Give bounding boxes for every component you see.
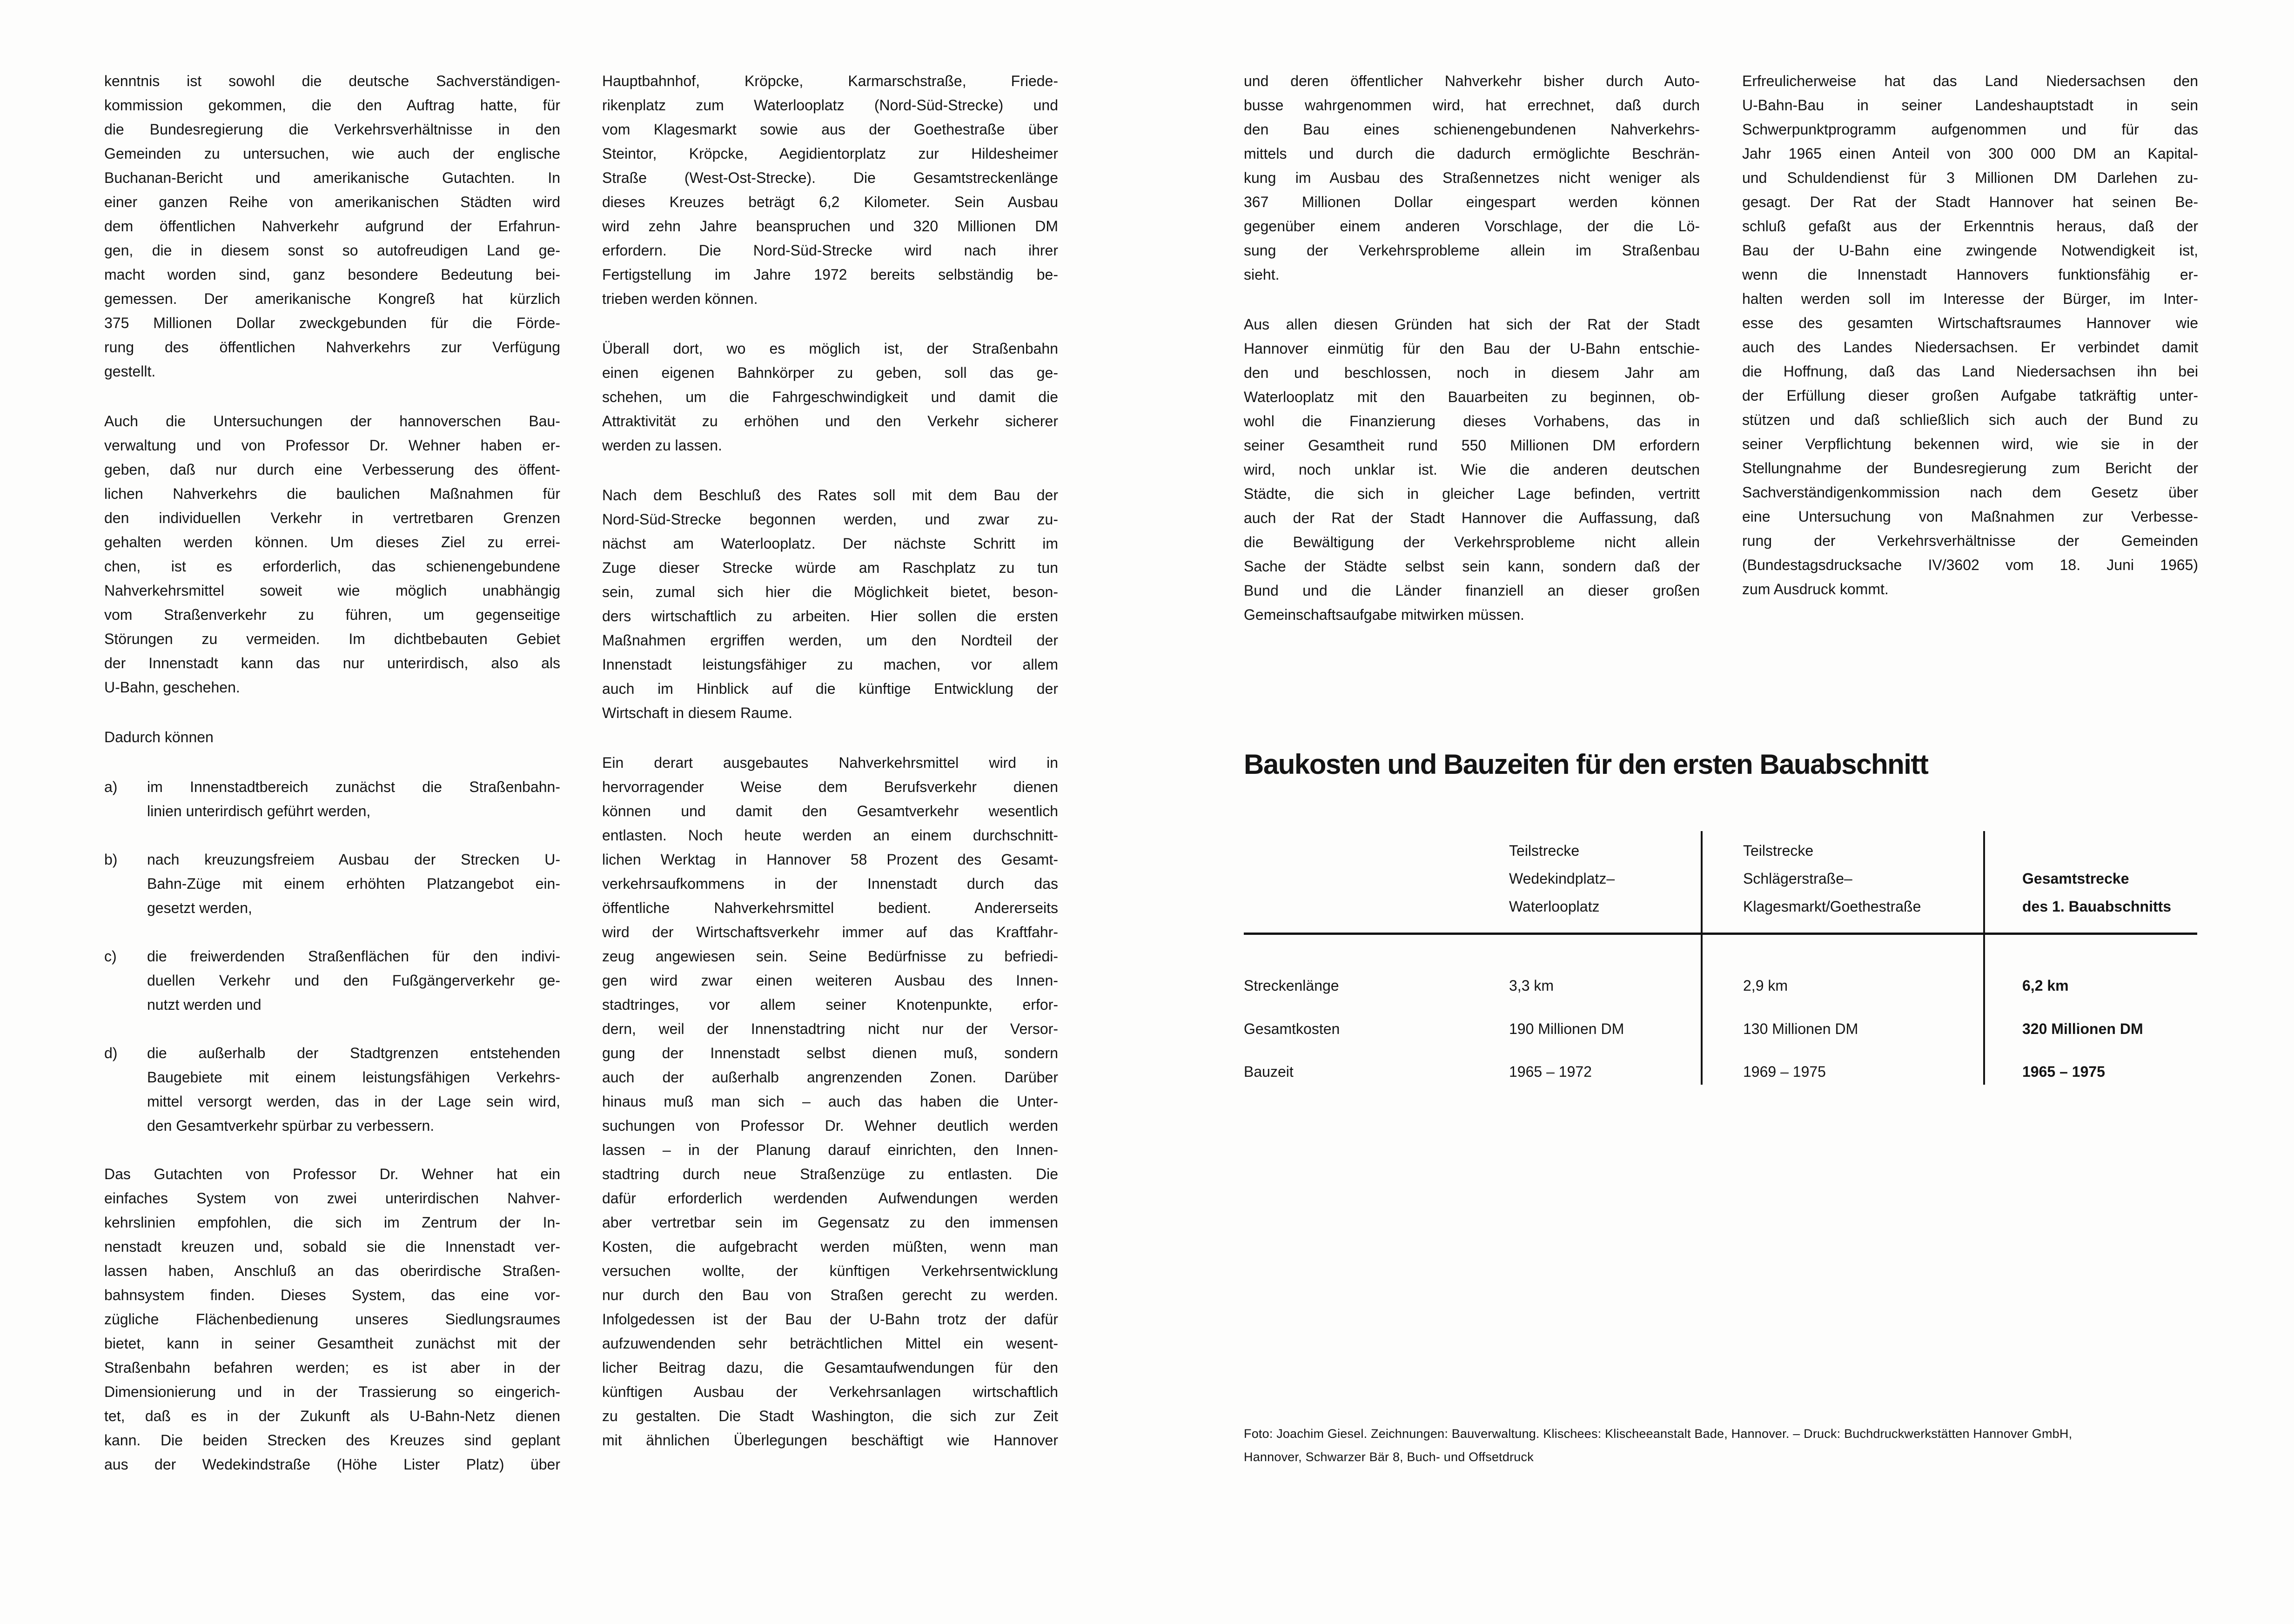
list-item <box>104 775 560 823</box>
text-line: öffentliche Nahverkehrsmittel bedient. Andererseits <box>602 899 1058 916</box>
text-line: im Innenstadtbereich zunächst die Straßenbahn- <box>147 778 560 795</box>
text-line: rikenplatz zum Waterlooplatz (Nord-Süd-Strecke) und <box>602 97 1058 114</box>
text-line: kann. Die beiden Strecken des Kreuzes sind geplant <box>104 1432 560 1449</box>
text-line: U-Bahn-Bau in seiner Landeshauptstadt in sein <box>1742 97 2198 114</box>
table-divider-1 <box>1701 831 1703 1085</box>
credits-line: Foto: Joachim Giesel. Zeichnungen: Bauverwaltung. Klischees: Klischeeanstalt Bade, Hannover. – Druck: Buchdruckwerkstätten Hannover GmbH, <box>1244 1427 2073 1441</box>
text-line: busse wahrgenommen wird, hat errechnet, daß durch <box>1244 97 1700 114</box>
text-line: gemessen. Der amerikanische Kongreß hat kürzlich <box>104 290 560 307</box>
text-line: aufzuwendenden sehr beträchtlichen Mittel ein wesent- <box>602 1335 1058 1352</box>
list-item-text <box>147 1041 560 1138</box>
paragraph <box>602 69 1058 311</box>
paragraph <box>602 336 1058 457</box>
table-cell: 3,3 km <box>1509 977 1554 994</box>
text-line: Ein derart ausgebautes Nahverkehrsmittel wird in <box>602 754 1058 771</box>
text-line: zeug angewiesen sein. Seine Bedürfnisse zu befriedi- <box>602 948 1058 965</box>
text-line: Städte, die sich in gleicher Lage befinden, vertritt <box>1244 485 1700 502</box>
text-line: auch im Hinblick auf die künftige Entwicklung der <box>602 680 1058 697</box>
table-cell: 2,9 km <box>1743 977 1788 994</box>
text-line: tet, daß es in der Zukunft als U-Bahn-Netz dienen <box>104 1408 560 1424</box>
text-line: vom Klagesmarkt sowie aus der Goethestraße über <box>602 121 1058 138</box>
text-line: Auch die Untersuchungen der hannoverschen Bau- <box>104 413 560 429</box>
paragraph <box>104 1162 560 1476</box>
text-line: nächst am Waterlooplatz. Der nächste Schritt im <box>602 535 1058 552</box>
text-line: wohl die Finanzierung dieses Vorhabens, das in <box>1244 413 1700 429</box>
paragraph <box>1244 69 1700 287</box>
text-line: Dadurch können <box>104 729 214 745</box>
list-item-marker: d) <box>104 1045 118 1061</box>
table-row-label: Gesamtkosten <box>1244 1020 1340 1037</box>
table-header-line: Waterlooplatz <box>1509 898 1600 915</box>
table-header-rule <box>1244 933 2197 935</box>
table-cell-total: 1965 – 1975 <box>2022 1063 2105 1080</box>
text-line: dem öffentlichen Nahverkehr aufgrund der Erfahrun- <box>104 218 560 235</box>
text-line: den und beschlossen, noch in diesem Jahr am <box>1244 364 1700 381</box>
text-line: gesagt. Der Rat der Stadt Hannover hat seinen Be- <box>1742 194 2198 210</box>
text-line: stützen und daß schließlich sich auch der Bund zu <box>1742 411 2198 428</box>
text-line: Baugebiete mit einem leistungsfähigen Verkehrs- <box>147 1069 560 1086</box>
table-row-label: Bauzeit <box>1244 1063 1294 1080</box>
text-line: trieben werden können. <box>602 290 758 307</box>
paragraph <box>104 409 560 699</box>
text-line: dern, weil der Innenstadtring nicht nur der Versor- <box>602 1020 1058 1037</box>
text-line: kommission gekommen, die den Auftrag hatte, für <box>104 97 560 114</box>
list-item-text <box>147 847 560 920</box>
text-line: einfaches System von zwei unterirdischen Nahver- <box>104 1190 560 1207</box>
text-line: der Innenstadt kann das nur unterirdisch, also als <box>104 655 560 671</box>
text-line: nenstadt kreuzen und, sobald sie die Innenstadt ver- <box>104 1238 560 1255</box>
text-line: zügliche Flächenbedienung unseres Siedlungsraumes <box>104 1311 560 1328</box>
table-header-line: Wedekindplatz– <box>1509 870 1615 887</box>
text-line: Sache der Städte selbst sein kann, sondern daß der <box>1244 558 1700 575</box>
text-line: ders wirtschaftlich zu arbeiten. Hier sollen die ersten <box>602 608 1058 624</box>
text-line: lassen – in der Planung darauf einrichten, den Innen- <box>602 1141 1058 1158</box>
text-line: stadtringes, vor allem seiner Knotenpunkte, erfor- <box>602 996 1058 1013</box>
text-line: die außerhalb der Stadtgrenzen entstehenden <box>147 1045 560 1061</box>
text-line: wird der Wirtschaftsverkehr immer auf das Kraftfahr- <box>602 924 1058 940</box>
text-line: mittels und durch die dadurch ermöglichte Beschrän- <box>1244 145 1700 162</box>
text-line: verwaltung und von Professor Dr. Wehner haben er- <box>104 437 560 454</box>
text-line: Störungen zu vermeiden. Im dichtbebauten Gebiet <box>104 631 560 647</box>
table-header-line: Teilstrecke <box>1509 842 1580 859</box>
text-line: kenntnis ist sowohl die deutsche Sachverständigen- <box>104 73 560 89</box>
text-line: gesetzt werden, <box>147 899 252 916</box>
table-header-line: Gesamtstrecke <box>2022 870 2129 887</box>
text-line: Nahverkehrsmittel soweit wie möglich unabhängig <box>104 582 560 599</box>
text-line: Steintor, Kröpcke, Aegidientorplatz zur Hildesheimer <box>602 145 1058 162</box>
text-line: (Bundestagsdrucksache IV/3602 vom 18. Juni 1965) <box>1742 557 2198 573</box>
text-line: auch der Rat der Stadt Hannover die Auffassung, daß <box>1244 510 1700 526</box>
text-line: 367 Millionen Dollar eingespart werden können <box>1244 194 1700 210</box>
text-line: eine Untersuchung von Maßnahmen zur Verbesse- <box>1742 508 2198 525</box>
table-header-line: des 1. Bauabschnitts <box>2022 898 2172 915</box>
text-line: entlasten. Noch heute werden an einem durchschnitt- <box>602 827 1058 844</box>
text-line: gung der Innenstadt selbst dienen muß, sondern <box>602 1045 1058 1061</box>
text-line: den Gesamtverkehr spürbar zu verbessern. <box>147 1117 435 1134</box>
text-line: einen eigenen Bahnkörper zu geben, soll das ge- <box>602 364 1058 381</box>
text-line: nutzt werden und <box>147 996 262 1013</box>
text-line: esse des gesamten Wirtschaftsraumes Hannover wie <box>1742 315 2198 331</box>
text-line: halten werden soll im Interesse der Bürger, im Inter- <box>1742 290 2198 307</box>
text-line: erfordern. Die Nord-Süd-Strecke wird nach ihrer <box>602 242 1058 259</box>
text-line: Überall dort, wo es möglich ist, der Straßenbahn <box>602 340 1058 357</box>
text-line: gehalten werden können. Um dieses Ziel zu errei- <box>104 534 560 550</box>
text-line: verkehrsaufkommens in der Innenstadt durch das <box>602 875 1058 892</box>
text-line: suchungen von Professor Dr. Wehner deutlich werden <box>602 1117 1058 1134</box>
paragraph <box>1244 312 1700 627</box>
table-header-line: Schlägerstraße– <box>1743 870 1852 887</box>
text-line: licher Beitrag dazu, die Gesamtaufwendungen für den <box>602 1359 1058 1376</box>
text-line: Das Gutachten von Professor Dr. Wehner hat ein <box>104 1166 560 1182</box>
paragraph <box>1742 69 2198 601</box>
text-line: Straßenbahn befahren werden; es ist aber in der <box>104 1359 560 1376</box>
text-line: mit ähnlichen Überlegungen beschäftigt wie Hannover <box>602 1432 1058 1449</box>
text-line: seiner Verpflichtung bekennen wird, wie sie in der <box>1742 436 2198 452</box>
text-line: Fertigstellung im Jahre 1972 bereits selbständig be- <box>602 266 1058 283</box>
text-line: aber vertretbar sein im Gegensatz zu den immensen <box>602 1214 1058 1231</box>
text-line: auch der außerhalb angrenzenden Zonen. Darüber <box>602 1069 1058 1086</box>
paragraph <box>602 483 1058 725</box>
table-cell: 1969 – 1975 <box>1743 1063 1826 1080</box>
cost-table <box>1244 831 2197 1110</box>
text-line: aus der Wedekindstraße (Höhe Lister Platz) über <box>104 1456 560 1473</box>
text-line: linien unterirdisch geführt werden, <box>147 803 371 819</box>
text-line: geben, daß nur durch eine Verbesserung des öffent- <box>104 461 560 478</box>
table-col-header-section-1 <box>1509 837 1615 920</box>
text-line: Buchanan-Bericht und amerikanische Gutachten. In <box>104 169 560 186</box>
table-col-header-section-2 <box>1743 837 1921 920</box>
text-line: Maßnahmen ergriffen werden, um den Nordteil der <box>602 632 1058 649</box>
text-line: dieses Kreuzes beträgt 6,2 Kilometer. Sein Ausbau <box>602 194 1058 210</box>
text-line: zu gestalten. Die Stadt Washington, die sich zur Zeit <box>602 1408 1058 1424</box>
text-line: wird, noch unklar ist. Wie die anderen deutschen <box>1244 461 1700 478</box>
text-line: 375 Millionen Dollar zweckgebunden für die Förde- <box>104 315 560 331</box>
text-line: Erfreulicherweise hat das Land Niedersachsen den <box>1742 73 2198 89</box>
text-line: die Hoffnung, daß das Land Niedersachsen ihn bei <box>1742 363 2198 380</box>
section-heading: Baukosten und Bauzeiten für den ersten Bauabschnitt <box>1244 749 1928 780</box>
text-line: den individuellen Verkehr in vertretbaren Grenzen <box>104 510 560 526</box>
text-line: gen, die in diesem sonst so autofreudigen Land ge- <box>104 242 560 259</box>
list-item-marker: c) <box>104 948 117 965</box>
text-line: lassen haben, Anschluß an das oberirdische Straßen- <box>104 1262 560 1279</box>
text-line: künftigen Ausbau der Verkehrsanlagen wirtschaftlich <box>602 1383 1058 1400</box>
paragraph <box>104 69 560 383</box>
text-line: den Bau eines schienengebundenen Nahverkehrs- <box>1244 121 1700 138</box>
table-cell: 130 Millionen DM <box>1743 1020 1858 1037</box>
text-line: schehen, um die Fahrgeschwindigkeit und damit die <box>602 389 1058 405</box>
text-line: einer ganzen Reihe von amerikanischen Städten wird <box>104 194 560 210</box>
text-line: bahnsystem finden. Dieses System, das eine vor- <box>104 1287 560 1303</box>
text-line: Jahr 1965 einen Anteil von 300 000 DM an Kapital- <box>1742 145 2198 162</box>
paragraph <box>602 751 1058 1452</box>
text-line: Schwerpunktprogramm aufgenommen und für das <box>1742 121 2198 138</box>
text-line: können und damit den Gesamtverkehr wesentlich <box>602 803 1058 819</box>
text-line: Wirtschaft in diesem Raume. <box>602 705 793 721</box>
text-line: Kosten, die aufgebracht werden müßten, wenn man <box>602 1238 1058 1255</box>
list-item-text <box>147 944 560 1017</box>
list-item <box>104 1041 560 1138</box>
text-line: nur durch den Bau von Straßen gerecht zu werden. <box>602 1287 1058 1303</box>
text-line: sieht. <box>1244 266 1280 283</box>
text-line: werden zu lassen. <box>602 437 722 454</box>
text-line: lichen Werktag in Hannover 58 Prozent des Gesamt- <box>602 851 1058 868</box>
text-line: sein, zumal sich hier die Möglichkeit bietet, beson- <box>602 584 1058 600</box>
text-line: Bau der U-Bahn eine zwingende Notwendigkeit ist, <box>1742 242 2198 259</box>
paragraph <box>104 725 560 749</box>
text-line: Hauptbahnhof, Kröpcke, Karmarschstraße, Friede- <box>602 73 1058 89</box>
text-line: Straße (West-Ost-Strecke). Die Gesamtstreckenlänge <box>602 169 1058 186</box>
table-cell-total: 320 Millionen DM <box>2022 1020 2143 1037</box>
text-line: seiner Gesamtheit rund 550 Millionen DM erfordern <box>1244 437 1700 454</box>
text-line: rung des öffentlichen Nahverkehrs zur Verfügung <box>104 339 560 356</box>
text-line: macht worden sind, ganz besondere Bedeutung bei- <box>104 266 560 283</box>
credits <box>1244 1422 2277 1469</box>
text-line: duellen Verkehr und den Fußgängerverkehr ge- <box>147 972 560 989</box>
text-line: die freiwerdenden Straßenflächen für den indivi- <box>147 948 560 965</box>
text-line: Nord-Süd-Strecke begonnen werden, und zwar zu- <box>602 511 1058 528</box>
text-line: Sachverständigenkommission nach dem Gesetz über <box>1742 484 2198 501</box>
text-line: Attraktivität zu erhöhen und den Verkehr sicherer <box>602 413 1058 429</box>
list-item <box>104 944 560 1017</box>
text-line: kung im Ausbau des Straßennetzes nicht weniger als <box>1244 169 1700 186</box>
text-line: wenn die Innenstadt Hannovers funktionsfähig er- <box>1742 266 2198 283</box>
credits-line: Hannover, Schwarzer Bär 8, Buch- und Offsetdruck <box>1244 1450 1534 1464</box>
text-line: Bund und die Länder finanziell an dieser großen <box>1244 582 1700 599</box>
table-header-line: Teilstrecke <box>1743 842 1814 859</box>
table-cell: 1965 – 1972 <box>1509 1063 1592 1080</box>
text-column-4 <box>1742 69 2198 627</box>
text-line: hinaus muß man sich – auch das haben die Unter- <box>602 1093 1058 1110</box>
text-line: Innenstadt leistungsfähiger zu machen, vor allem <box>602 656 1058 673</box>
text-line: wird zehn Jahre beanspruchen und 320 Millionen DM <box>602 218 1058 235</box>
text-line: vom Straßenverkehr zu führen, um gegenseitige <box>104 606 560 623</box>
text-line: hervorragender Weise dem Berufsverkehr dienen <box>602 778 1058 795</box>
text-line: chen, ist es erforderlich, das schienengebundene <box>104 558 560 575</box>
text-line: mittel versorgt werden, das in der Lage sein wird, <box>147 1093 560 1110</box>
text-column-2 <box>602 69 1058 1478</box>
text-line: Aus allen diesen Gründen hat sich der Rat der Stadt <box>1244 316 1700 333</box>
text-line: Bahn-Züge mit einem erhöhten Platzangebot ein- <box>147 875 560 892</box>
text-column-3 <box>1244 69 1700 652</box>
text-line: bietet, kann in seiner Gesamtheit zunächst mit der <box>104 1335 560 1352</box>
list-item <box>104 847 560 920</box>
text-line: auch des Landes Niedersachsen. Er verbindet damit <box>1742 339 2198 356</box>
text-line: nach kreuzungsfreiem Ausbau der Strecken U- <box>147 851 560 868</box>
table-cell-total: 6,2 km <box>2022 977 2069 994</box>
table-row-label: Streckenlänge <box>1244 977 1339 994</box>
text-line: gen wird zwar einen weiteren Ausbau des Innen- <box>602 972 1058 989</box>
text-line: schluß gefaßt aus der Erkenntnis heraus, daß der <box>1742 218 2198 235</box>
text-line: der Erfüllung dieser großen Aufgabe tatkräftig unter- <box>1742 387 2198 404</box>
text-line: gegenüber einem anderen Vorschlage, der die Lö- <box>1244 218 1700 235</box>
table-header-line: Klagesmarkt/Goethestraße <box>1743 898 1921 915</box>
text-line: Hannover einmütig für den Bau der U-Bahn entschie- <box>1244 340 1700 357</box>
text-line: die Bundesregierung die Verkehrsverhältnisse in den <box>104 121 560 138</box>
text-line: sung der Verkehrsprobleme allein im Straßenbau <box>1244 242 1700 259</box>
list-item-marker: a) <box>104 778 118 795</box>
text-line: dafür erforderlich werdenden Aufwendungen werden <box>602 1190 1058 1207</box>
text-line: die Bewältigung der Verkehrsprobleme nicht allein <box>1244 534 1700 550</box>
table-col-header-total <box>2022 865 2171 920</box>
text-line: versuchen wollte, der künftigen Verkehrsentwicklung <box>602 1262 1058 1279</box>
text-line: Infolgedessen ist der Bau der U-Bahn trotz der dafür <box>602 1311 1058 1328</box>
text-line: und Schuldendienst für 3 Millionen DM Darlehen zu- <box>1742 169 2198 186</box>
text-line: Zuge dieser Strecke würde am Raschplatz zu tun <box>602 559 1058 576</box>
text-line: Dimensionierung und in der Trassierung so eingerich- <box>104 1383 560 1400</box>
table-divider-2 <box>1983 831 1985 1085</box>
list-item-text <box>147 775 560 823</box>
list-item-marker: b) <box>104 851 118 868</box>
text-line: gestellt. <box>104 363 156 380</box>
text-line: U-Bahn, geschehen. <box>104 679 240 696</box>
text-line: rung der Verkehrsverhältnisse der Gemeinden <box>1742 532 2198 549</box>
text-column-1 <box>104 69 560 1502</box>
text-line: Waterlooplatz mit den Bauarbeiten zu beginnen, ob- <box>1244 389 1700 405</box>
text-line: zum Ausdruck kommt. <box>1742 581 1889 597</box>
text-line: Gemeinschaftsaufgabe mitwirken müssen. <box>1244 606 1524 623</box>
text-line: Gemeinden zu untersuchen, wie auch der englische <box>104 145 560 162</box>
text-line: und deren öffentlicher Nahverkehr bisher durch Auto- <box>1244 73 1700 89</box>
text-line: lichen Nahverkehrs die baulichen Maßnahmen für <box>104 485 560 502</box>
text-line: kehrslinien empfohlen, die sich im Zentrum der In- <box>104 1214 560 1231</box>
text-line: Stellungnahme der Bundesregierung zum Bericht der <box>1742 460 2198 476</box>
table-cell: 190 Millionen DM <box>1509 1020 1624 1037</box>
text-line: Nach dem Beschluß des Rates soll mit dem Bau der <box>602 487 1058 503</box>
text-line: stadtring durch neue Straßenzüge zu entlasten. Die <box>602 1166 1058 1182</box>
